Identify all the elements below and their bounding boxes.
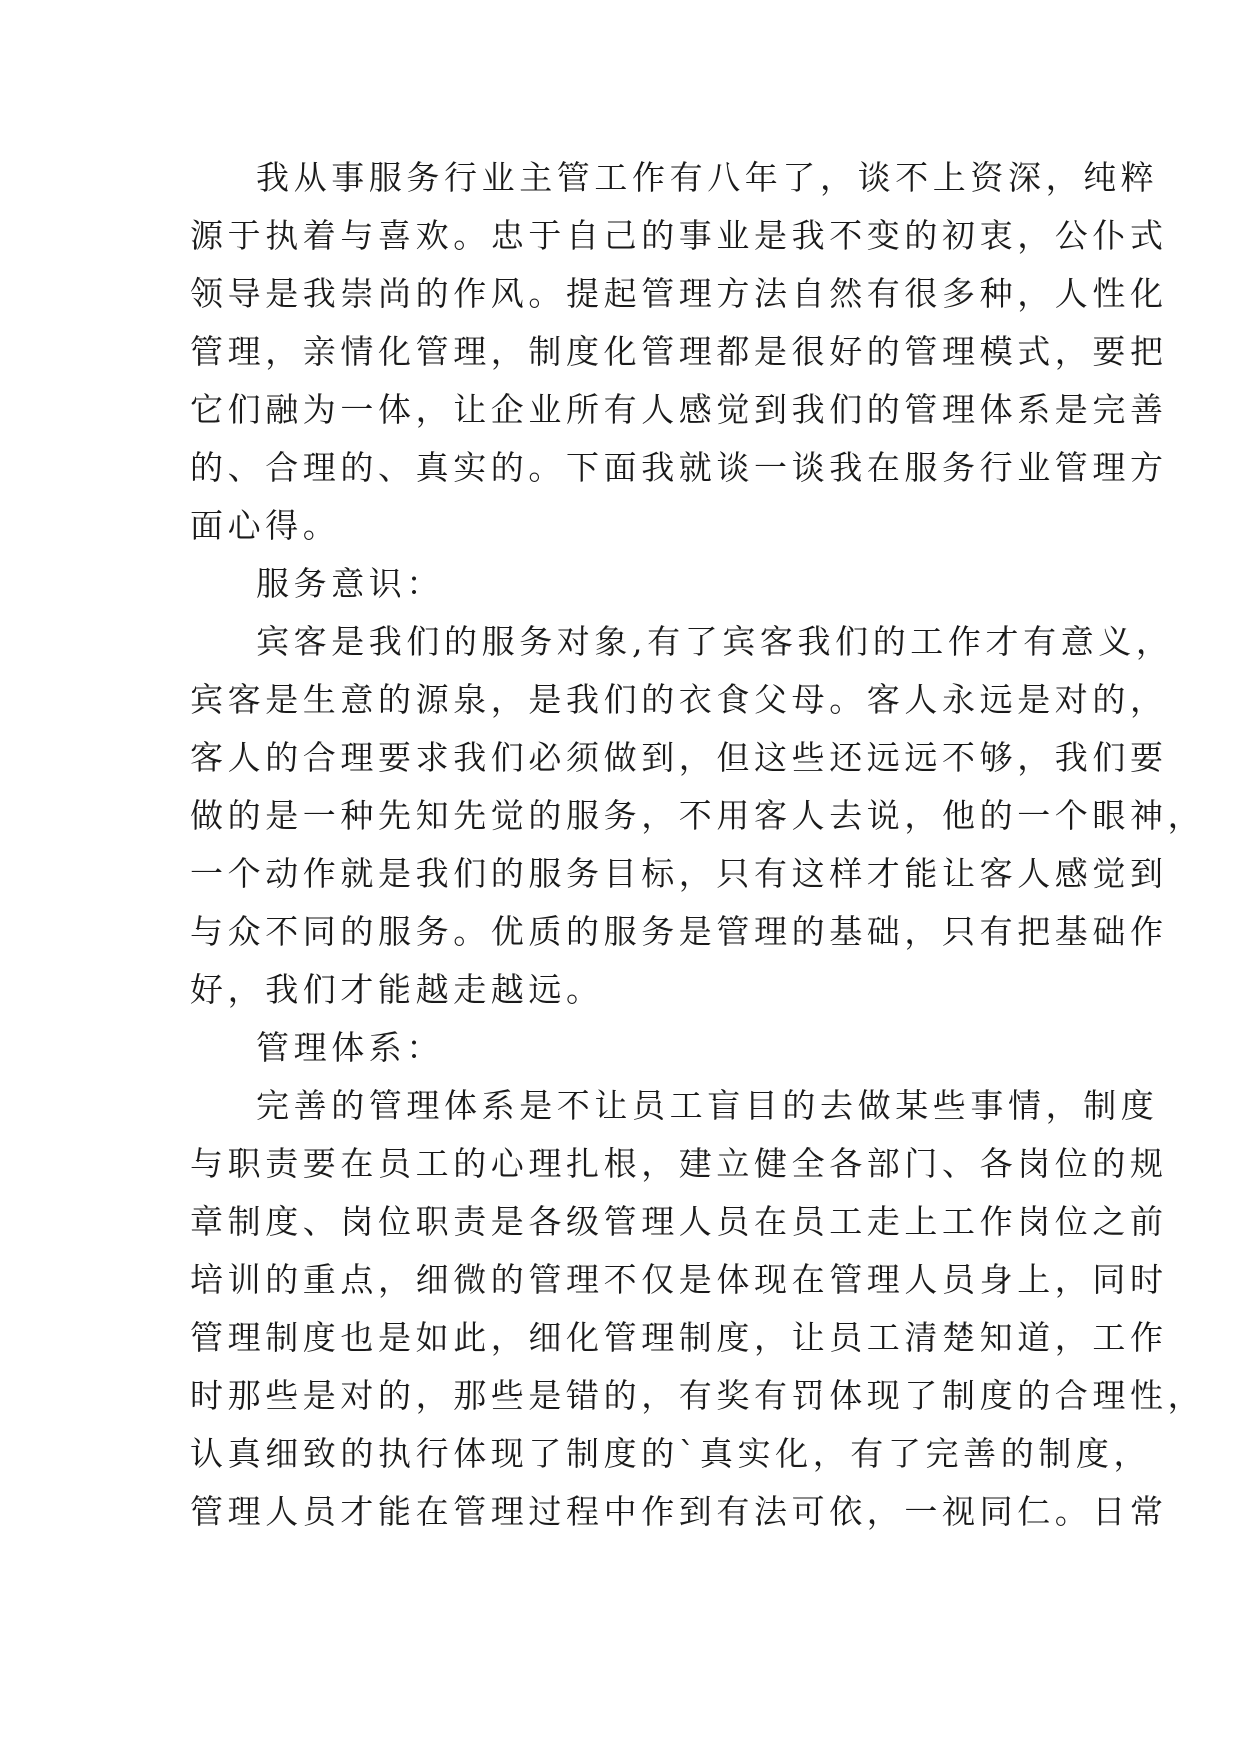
paragraph-service-line-7: 好，我们才能越走越远。 [190, 970, 604, 1009]
paragraph-service-line-2: 宾客是生意的源泉，是我们的衣食父母。客人永远是对的， [190, 680, 1168, 719]
paragraph-management-line-4: 培训的重点，细微的管理不仅是体现在管理人员身上，同时 [190, 1260, 1168, 1299]
section-heading-management-system: 管理体系： [256, 1028, 444, 1067]
paragraph-management-line-6: 时那些是对的，那些是错的，有奖有罚体现了制度的合理性， [190, 1376, 1206, 1415]
paragraph-service-line-5: 一个动作就是我们的服务目标，只有这样才能让客人感觉到 [190, 854, 1168, 893]
paragraph-management-line-3: 章制度、岗位职责是各级管理人员在员工走上工作岗位之前 [190, 1202, 1168, 1241]
paragraph-intro-line-1: 我从事服务行业主管工作有八年了，谈不上资深，纯粹 [256, 158, 1159, 197]
paragraph-service-line-4: 做的是一种先知先觉的服务，不用客人去说，他的一个眼神， [190, 796, 1206, 835]
paragraph-intro-line-7: 面心得。 [190, 506, 341, 545]
paragraph-service-line-6: 与众不同的服务。优质的服务是管理的基础，只有把基础作 [190, 912, 1168, 951]
paragraph-intro-line-4: 管理，亲情化管理，制度化管理都是很好的管理模式，要把 [190, 332, 1168, 371]
paragraph-intro-line-6: 的、合理的、真实的。下面我就谈一谈我在服务行业管理方 [190, 448, 1168, 487]
paragraph-management-line-7: 认真细致的执行体现了制度的`真实化，有了完善的制度， [190, 1434, 1152, 1473]
paragraph-intro-line-2: 源于执着与喜欢。忠于自己的事业是我不变的初衷，公仆式 [190, 216, 1168, 255]
paragraph-service-line-1: 宾客是我们的服务对象,有了宾客我们的工作才有意义， [256, 622, 1174, 661]
section-heading-service-awareness: 服务意识： [256, 564, 444, 603]
paragraph-intro-line-3: 领导是我崇尚的作风。提起管理方法自然有很多种，人性化 [190, 274, 1168, 313]
paragraph-management-line-2: 与职责要在员工的心理扎根，建立健全各部门、各岗位的规 [190, 1144, 1168, 1183]
paragraph-management-line-8: 管理人员才能在管理过程中作到有法可依，一视同仁。日常 [190, 1492, 1168, 1531]
paragraph-service-line-3: 客人的合理要求我们必须做到，但这些还远远不够，我们要 [190, 738, 1168, 777]
paragraph-management-line-1: 完善的管理体系是不让员工盲目的去做某些事情，制度 [256, 1086, 1159, 1125]
paragraph-intro-line-5: 它们融为一体，让企业所有人感觉到我们的管理体系是完善 [190, 390, 1168, 429]
paragraph-management-line-5: 管理制度也是如此，细化管理制度，让员工清楚知道，工作 [190, 1318, 1168, 1357]
